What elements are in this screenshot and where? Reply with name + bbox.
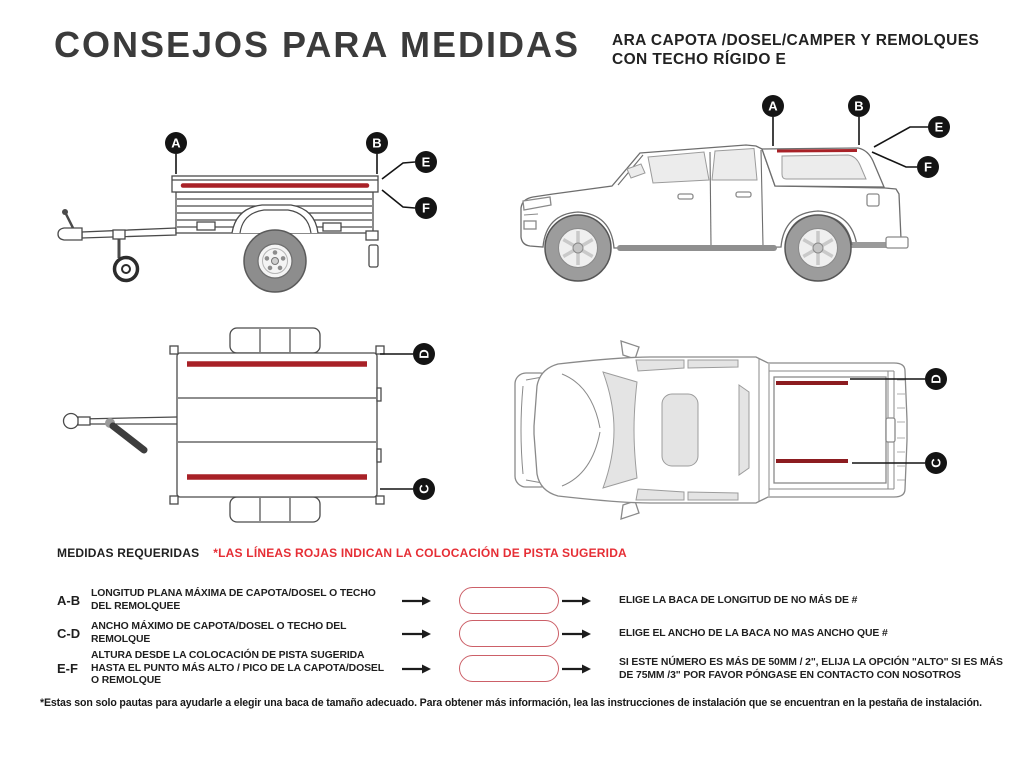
red-lines-note: *LAS LÍNEAS ROJAS INDICAN LA COLOCACIÓN DE PISTA SUGERIDA [213,546,627,560]
footnote: *Estas son solo pautas para ayudarle a elegir una baca de tamaño adecuado. Para obtener más información, lea las instrucciones de instalación que se encuentran en la pestaña de instalación. [40,697,982,709]
truck-bed-top [769,371,905,489]
marker-a [165,132,187,174]
marker-c [380,478,435,500]
svg-text:B: B [372,135,382,151]
subtitle-line-1: ARA CAPOTA /DOSEL/CAMPER Y REMOLQUES [612,32,980,49]
trailer-wheel [244,230,306,292]
marker-e [874,116,950,147]
marker-a [762,95,784,146]
truck-rear-wheel [785,215,851,281]
marker-e [382,151,437,179]
measurement-instruction: ELIGE EL ANCHO DE LA BACA NO MAS ANCHO QUE # [619,628,888,639]
svg-text:C: C [416,484,432,494]
subtitle-line-2: CON TECHO RÍGIDO E [612,51,787,68]
measurement-description: ANCHO MÁXIMO DE CAPOTA/DOSEL O TECHO DEL REMOLQUE [91,621,347,645]
marker-b [848,95,870,145]
svg-text:D: D [928,374,944,384]
svg-text:A: A [768,98,778,114]
arrow-right-icon [401,595,431,607]
arrow-right-icon [561,595,591,607]
marker-b [366,132,388,174]
measurements-heading: MEDIDAS REQUERIDAS [57,546,200,560]
page-title: CONSEJOS PARA MEDIDAS [54,24,581,65]
side-mirror [621,341,639,359]
marker-d [380,343,435,365]
marker-f [382,190,437,219]
measurement-description: ALTURA DESDE LA COLOCACIÓN DE PISTA SUGERIDA HASTA EL PUNTO MÁS ALTO / PICO DE LA CAPOTA/DOSEL O REMOLQUE [91,650,384,686]
svg-text:E: E [421,154,431,170]
arrow-right-icon [561,663,591,675]
trailer-top-view [30,320,460,530]
trailer-box-top [170,346,384,504]
truck-side-view [490,90,1024,310]
suggested-track-line [777,151,857,152]
svg-text:F: F [422,200,430,216]
jack-crank-handle [113,426,144,450]
arrow-right-icon [401,663,431,675]
side-mirror [621,501,639,519]
svg-text:E: E [934,119,944,135]
measurement-field-pill [459,655,559,682]
svg-text:F: F [924,159,932,175]
measurement-field-pill [459,620,559,647]
trailer-top-rail [172,176,378,192]
arrow-right-icon [561,628,591,640]
measurement-instruction: SI ESTE NÚMERO ES MÁS DE 50MM / 2", ELIJA LA OPCIÓN "ALTO" SI ES MÁS DE 75MM /3" POR FAVOR PÓNGASE EN CONTACTO CON NOSOTROS [619,656,1003,681]
measurement-id: C-D [57,626,81,641]
svg-text:C: C [928,458,944,468]
truck-canopy [762,148,884,187]
svg-text:B: B [854,98,864,114]
truck-top-view [490,330,1024,530]
measurements-table [57,584,1007,688]
trailer-side-view [30,100,460,320]
measurement-instruction: ELIGE LA BACA DE LONGITUD DE NO MÁS DE # [619,595,858,606]
trailer-jockey-wheel [113,230,138,281]
required-measurements-section [57,546,1007,686]
measurement-description: LONGITUD PLANA MÁXIMA DE CAPOTA/DOSEL O TECHO DEL REMOLQUEE [91,588,376,612]
trailer-drawbar-top [64,414,178,451]
arrow-right-icon [401,628,431,640]
svg-text:A: A [171,135,181,151]
measurement-id: A-B [57,593,81,608]
svg-text:D: D [416,349,432,359]
marker-f [872,152,939,178]
truck-front-wheel [545,215,611,281]
measurement-id: E-F [57,661,78,677]
page-subtitle [612,31,979,69]
measurement-field-pill [459,587,559,614]
sunroof [662,394,698,466]
